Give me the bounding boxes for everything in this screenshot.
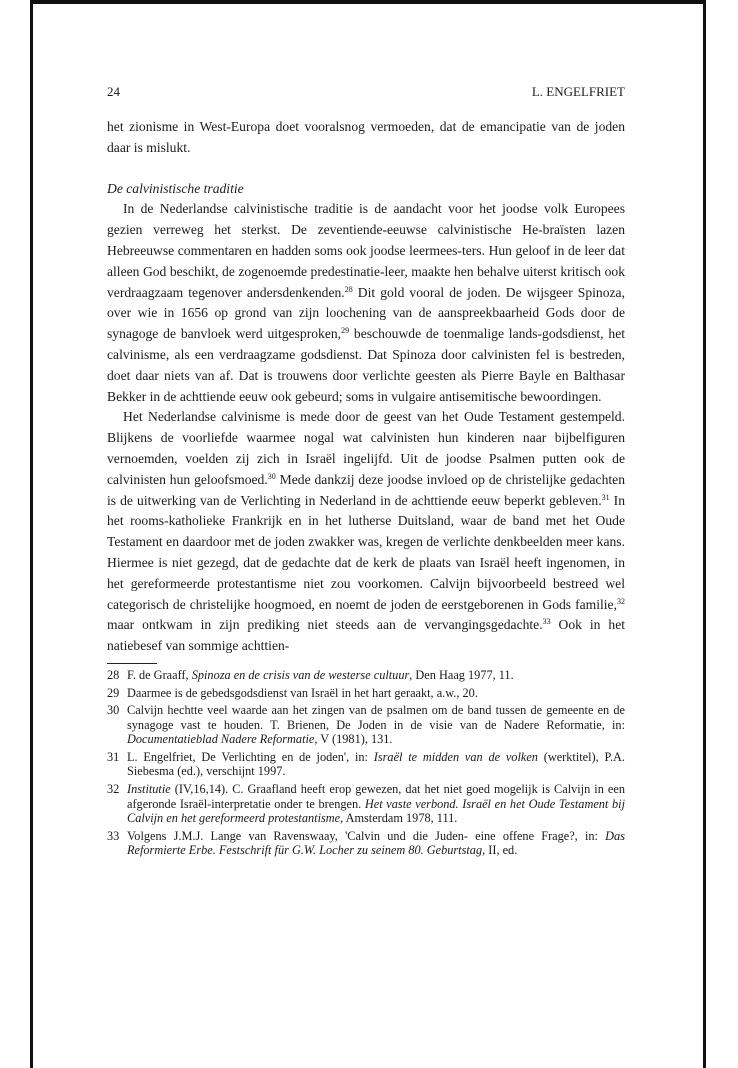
scan-border-top bbox=[30, 0, 706, 4]
footnote-text: Daarmee is de gebedsgodsdienst van Israël in het hart geraakt, a.w., 20. bbox=[127, 685, 478, 700]
footnote-text-part: (IV,16,14). C. Graafland heeft erop gewezen, dat het niet goed mogelijk is Calvijn in een afgeronde Israël-interpretatie onder te brengen. bbox=[127, 782, 625, 811]
footnote-text-part: , Amsterdam 1978, 111. bbox=[340, 811, 458, 826]
paragraph-2-text-e: Ook in het natiebesef van sommige achttien- bbox=[107, 617, 626, 654]
footnotes bbox=[107, 668, 625, 858]
footnote-ref-30[interactable]: 30 bbox=[267, 471, 276, 481]
paragraph-1-text-a: In de Nederlandse calvinistische traditie is de aandacht voor het joodse volk Europees gezien verreweg het sterkst. De zeventiende-eeuwse calvinistische He-braïsten lazen Hebreeuwse commentaren en hadden soms ook joodse leermees-ters. Hun geloof in de leer dat alleen God beschikt, de zogenoemde predestinatie-leer, maakte hen behalve uiterst kritisch ook verdraagzaam tegenover andersdenkenden. bbox=[107, 201, 625, 300]
footnote-title: Institutie bbox=[127, 782, 171, 797]
footnote-28 bbox=[107, 668, 625, 683]
paragraph-1-text-c: beschouwde de toenmalige lands-godsdienst, het calvinisme, als een verdraagzame godsdienst. Dat Spinoza door calvinisten fel is bestreden, doet daar niets van af. Dat is trouwens door verlichte geesten als Pierre Bayle en Balthasar Bekker in de achttiende eeuw ook gebeurd; soms in vulgaire antisemitische bewoordingen. bbox=[107, 326, 626, 404]
footnote-30 bbox=[107, 703, 625, 747]
footnote-title: Documentatieblad Nadere Reformatie bbox=[127, 732, 315, 747]
footnote-number: 31 bbox=[107, 749, 120, 764]
footnote-text-part: , V (1981), 131. bbox=[314, 732, 393, 747]
footnote-31 bbox=[107, 750, 625, 779]
footnote-separator bbox=[107, 663, 157, 664]
page-number: 24 bbox=[107, 84, 120, 99]
footnote-number: 28 bbox=[107, 667, 120, 682]
footnote-title: Das Reformierte Erbe. Festschrift für G.W. Locher zu seinem 80. Geburtstag bbox=[127, 828, 625, 858]
paragraph-2-text-a: Het Nederlandse calvinisme is mede door de geest van het Oude Testament gestempeld. Blijkens de voorliefde waarmee nogal wat calvinisten hun kinderen naar bijbelfiguren vernoemden, voelden zij zich in Israël ingelijfd. Uit de joodse Psalmen putten ook de calvinisten hun geloofsmoed. bbox=[107, 409, 625, 487]
footnote-title: Israël te midden van de volken bbox=[373, 749, 538, 764]
footnote-title: Het vaste verbond. Israël en het Oude Testament bij Calvijn en het gereformeerd protestantisme bbox=[127, 796, 625, 826]
body-text bbox=[107, 117, 625, 657]
footnote-text bbox=[127, 750, 625, 779]
footnote-text-part: Calvijn hechtte veel waarde aan het zingen van de psalmen om de band tussen de gemeente en de synagoge vast te houden. T. Brienen, De Joden in de visie van de Nadere Reformatie, in: bbox=[127, 703, 625, 732]
paragraph-1 bbox=[107, 199, 625, 407]
paragraph-2-text-c: In het rooms-katholieke Frankrijk en in het lutherse Duitsland, waar de band met het Oude Testament en daardoor met de joden zwakker was, kregen de verlichte denkbeelden meer kans. Hiermee is niet gezegd, dat de gedachte dat de kerk de plaats van Israël heeft ingenomen, in het gereformeerde protestantisme niet zou voorkomen. Calvijn bijvoorbeeld bestreed wel categorisch de christelijke hoogmoed, en noemt de joden de eerstgeborenen in Gods familie, bbox=[107, 492, 625, 612]
footnote-text-part: F. de Graaff, bbox=[127, 667, 192, 682]
footnote-text-part: (werktitel), P.A. Siebesma (ed.), verschijnt 1997. bbox=[127, 749, 625, 779]
paragraph-0: het zionisme in West-Europa doet vooralsnog vermoeden, dat de emancipatie van de joden daar is mislukt. bbox=[107, 119, 625, 155]
footnote-title: Spinoza en de crisis van de westerse cultuur bbox=[191, 667, 410, 682]
running-head-author: L. ENGELFRIET bbox=[531, 84, 625, 99]
paragraph-2 bbox=[107, 407, 625, 657]
footnote-ref-29[interactable]: 29 bbox=[341, 326, 350, 336]
running-head bbox=[107, 84, 625, 100]
section-heading: De calvinistische traditie bbox=[107, 180, 244, 196]
footnote-text bbox=[127, 668, 625, 683]
paragraph-2-text-b: Mede dankzij deze joodse invloed op de christelijke gedachten is de uitwerking van de Verlichting in Nederland in de achttiende eeuw beperkt gebleven. bbox=[107, 471, 625, 508]
scan-border-left bbox=[30, 0, 33, 1068]
footnote-text bbox=[127, 782, 625, 826]
footnote-ref-28[interactable]: 28 bbox=[344, 284, 353, 294]
footnote-number: 32 bbox=[107, 782, 120, 797]
footnote-number: 29 bbox=[107, 685, 120, 700]
footnote-ref-33[interactable]: 33 bbox=[542, 617, 551, 627]
footnote-text-part: , Den Haag 1977, 11. bbox=[409, 667, 514, 682]
paragraph-2-text-d: maar ontkwam in zijn prediking niet steeds aan de vervangingsgedachte. bbox=[107, 617, 543, 633]
footnote-ref-32[interactable]: 32 bbox=[617, 596, 625, 606]
footnote-number: 33 bbox=[107, 828, 120, 843]
footnote-29 bbox=[107, 686, 625, 701]
paragraph-1-text-b: Dit gold vooral de joden. De wijsgeer Spinoza, over wie in 1656 op grond van zijn loochening van de aanspreekbaarheid Gods door de synagoge de banvloek werd uitgesproken, bbox=[107, 284, 625, 342]
page-content bbox=[107, 84, 625, 861]
footnote-ref-31[interactable]: 31 bbox=[601, 492, 610, 502]
scan-border-right bbox=[703, 0, 706, 1068]
footnote-text bbox=[127, 703, 625, 747]
footnote-number: 30 bbox=[107, 703, 120, 718]
footnote-32 bbox=[107, 782, 625, 826]
footnote-text-part: Volgens J.M.J. Lange van Ravenswaay, 'Calvin und die Juden- eine offene Frage?, in: bbox=[127, 828, 606, 843]
footnote-text-part: L. Engelfriet, De Verlichting en de joden', in: bbox=[127, 749, 374, 764]
footnote-text bbox=[127, 829, 625, 858]
footnote-text-part: , II, ed. bbox=[482, 843, 518, 858]
footnote-33 bbox=[107, 829, 625, 858]
